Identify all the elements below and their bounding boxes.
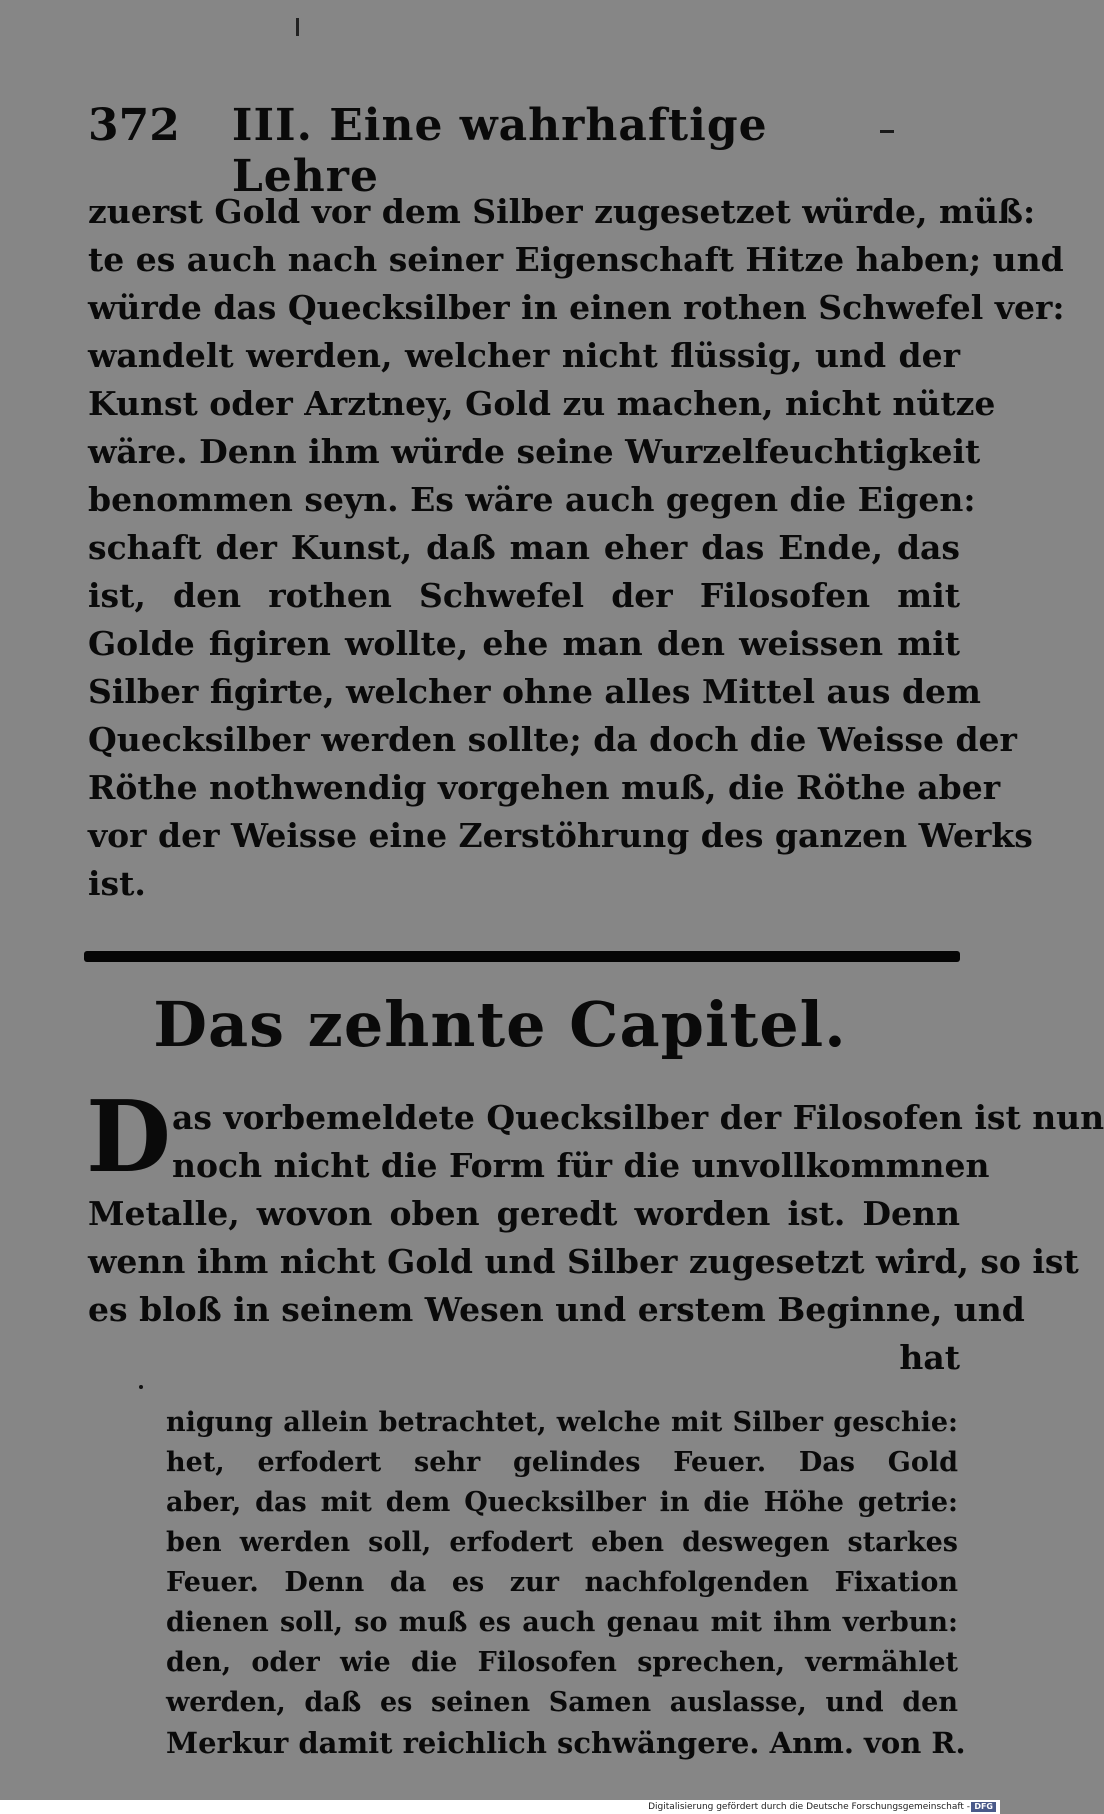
footnote-line: ben werden soll, erfodert eben deswegen starkes <box>166 1527 958 1558</box>
running-head: III. Eine wahrhaftige Lehre <box>231 100 768 202</box>
text-line: zuerst Gold vor dem Silber zugesetzet würde, müß: <box>88 192 1036 231</box>
chapter-heading: Das zehnte Capitel. <box>153 988 847 1061</box>
page-number: 372 <box>88 100 180 151</box>
page-header <box>88 100 888 202</box>
text-line: Golde figiren wollte, ehe man den weissen mit <box>88 624 960 663</box>
catchword: hat <box>899 1338 960 1377</box>
text-line: wandelt werden, welcher nicht flüssig, und der <box>88 336 960 375</box>
text-line: te es auch nach seiner Eigenschaft Hitze haben; und <box>88 240 1064 279</box>
text-line: as vorbemeldete Quecksilber der Filosofen ist nun <box>172 1098 1104 1137</box>
section-divider-rule <box>84 951 960 962</box>
paragraph-continuation <box>88 188 1065 908</box>
chapter-opening-paragraph <box>88 1094 1104 1382</box>
footnote-line: het, erfodert sehr gelindes Feuer. Das Gold <box>166 1447 958 1478</box>
text-line: Kunst oder Arztney, Gold zu machen, nicht nütze <box>88 384 996 423</box>
footnote-line: werden, daß es seinen Samen auslasse, und den <box>166 1687 958 1718</box>
text-line: ist, den rothen Schwefel der Filosofen mit <box>88 576 960 615</box>
footnote-line: Feuer. Denn da es zur nachfolgenden Fixation <box>166 1567 958 1598</box>
footnote-line: nigung allein betrachtet, welche mit Silber geschie: <box>166 1407 958 1438</box>
drop-cap: D <box>86 1080 171 1195</box>
text-line: Röthe nothwendig vorgehen muß, die Röthe aber <box>88 768 1001 807</box>
footnote-line: dienen soll, so muß es auch genau mit ihm verbun: <box>166 1607 958 1638</box>
dfg-logo: DFG <box>971 1802 996 1812</box>
footnote-line: den, oder wie die Filosofen sprechen, vermählet <box>166 1647 958 1678</box>
footnote-line: aber, das mit dem Quecksilber in die Höhe getrie: <box>166 1487 958 1518</box>
text-line: schaft der Kunst, daß man eher das Ende, das <box>88 528 960 567</box>
footnote-dot-mark <box>139 1385 143 1389</box>
text-line: Quecksilber werden sollte; da doch die Weisse der <box>88 720 1017 759</box>
footnote-line: Merkur damit reichlich schwängere. Anm. von R. <box>166 1726 966 1760</box>
page-top-mark <box>296 18 299 36</box>
text-line: es bloß in seinem Wesen und erstem Beginne, und <box>88 1290 1025 1329</box>
text-line: Metalle, wovon oben geredt worden ist. Denn <box>88 1194 960 1233</box>
text-line: Silber figirte, welcher ohne alles Mittel aus dem <box>88 672 981 711</box>
text-line: noch nicht die Form für die unvollkommnen <box>172 1146 990 1185</box>
footnote-block <box>166 1403 966 1763</box>
text-line: würde das Quecksilber in einen rothen Schwefel ver: <box>88 288 1065 327</box>
text-line: vor der Weisse eine Zerstöhrung des ganzen Werks <box>88 816 1033 855</box>
header-dash-mark <box>880 130 894 133</box>
text-line: wäre. Denn ihm würde seine Wurzelfeuchtigkeit <box>88 432 981 471</box>
text-line: wenn ihm nicht Gold und Silber zugesetzt wird, so ist <box>88 1242 1079 1281</box>
digitization-credit: Digitalisierung gefördert durch die Deutsche Forschungsgemeinschaft - <box>648 1802 970 1812</box>
text-line: ist. <box>88 864 146 903</box>
text-line: benommen seyn. Es wäre auch gegen die Eigen: <box>88 480 976 519</box>
